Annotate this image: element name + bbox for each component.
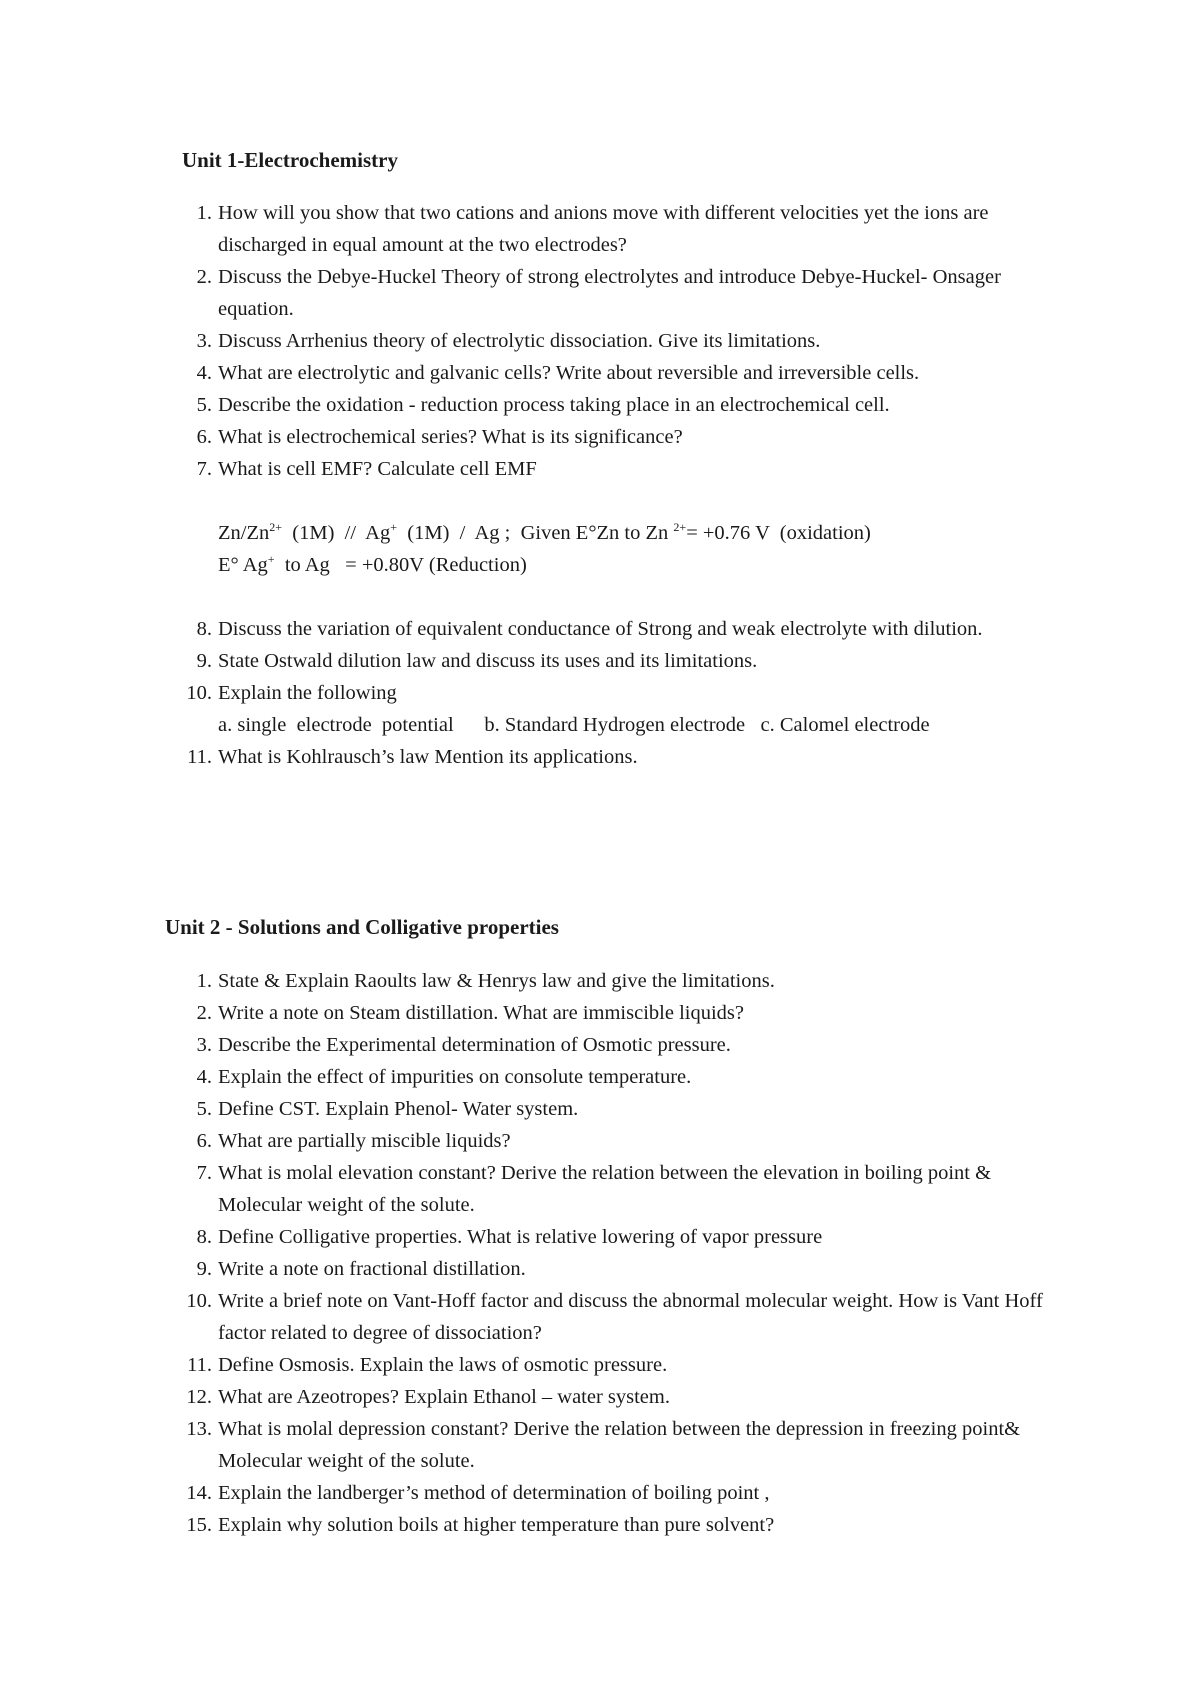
- list-item: 7. What is cell EMF? Calculate cell EMF $Zn/Zn^{2+}$ (1M) // Ag+ (1M) / Ag ; Given E°Zn to Zn $^{2+}$= +0.76 V (oxidation) E° Ag+ to Ag = +0.80V (Reduction): [218, 453, 1078, 581]
- list-item: 15. Explain why solution boils at higher temperature than pure solvent?: [186, 1514, 775, 1536]
- list-item: 4. What are electrolytic and galvanic cells? Write about reversible and irreversible cells.: [196, 362, 920, 384]
- list-item: 9. Write a note on fractional distillation.: [196, 1258, 526, 1280]
- list-item: 8. Define Colligative properties. What is relative lowering of vapor pressure: [196, 1226, 823, 1248]
- list-item: 14. Explain the landberger’s method of determination of boiling point ,: [186, 1482, 770, 1504]
- formula-line-2: E° Ag+ to Ag = +0.80V (Reduction): [218, 552, 527, 576]
- unit2-question-list: [186, 965, 1078, 1541]
- unit2-heading: Unit 2 - Solutions and Colligative properties: [165, 915, 559, 939]
- list-item: 8. Discuss the variation of equivalent conductance of Strong and weak electrolyte with dilution.: [196, 618, 983, 640]
- list-item: 3. Discuss Arrhenius theory of electrolytic dissociation. Give its limitations.: [196, 330, 821, 352]
- list-item: 2. Write a note on Steam distillation. What are immiscible liquids?: [196, 1002, 744, 1024]
- list-item: 5. Define CST. Explain Phenol- Water system.: [196, 1098, 579, 1120]
- list-item: 5. Describe the oxidation - reduction process taking place in an electrochemical cell.: [196, 394, 890, 416]
- formula-line-1: $Zn/Zn^{2+}$ (1M) // Ag+ (1M) / Ag ; Given E°Zn to Zn $^{2+}$= +0.76 V (oxidation): [218, 520, 871, 544]
- list-item: 6. What are partially miscible liquids?: [196, 1130, 511, 1152]
- list-item: 6. What is electrochemical series? What is its significance?: [196, 426, 683, 448]
- list-item: 1. State & Explain Raoults law & Henrys law and give the limitations.: [196, 970, 775, 992]
- list-item: 13. What is molal depression constant? Derive the relation between the depression in freezing point& Molecular weight of the solute.: [186, 1418, 1021, 1472]
- unit1-heading: Unit 1-Electrochemistry: [182, 148, 398, 172]
- list-item: 3. Describe the Experimental determination of Osmotic pressure.: [196, 1034, 731, 1056]
- list-item: 11. What is Kohlrausch’s law Mention its applications.: [187, 746, 638, 768]
- list-item: 4. Explain the effect of impurities on consolute temperature.: [196, 1066, 692, 1088]
- list-item: 9. State Ostwald dilution law and discuss its uses and its limitations.: [196, 650, 758, 672]
- list-item: 1. How will you show that two cations and anions move with different velocities yet the ions are discharged in equal amount at the two electrodes?: [196, 202, 989, 256]
- cell-emf-formula: [218, 517, 1078, 581]
- list-item: 12. What are Azeotropes? Explain Ethanol – water system.: [186, 1386, 670, 1408]
- list-item: 10. Write a brief note on Vant-Hoff factor and discuss the abnormal molecular weight. How is Vant Hoff factor related to degree of dissociation?: [186, 1290, 1043, 1344]
- list-item: 11. Define Osmosis. Explain the laws of osmotic pressure.: [187, 1354, 668, 1376]
- list-item: 10. Explain the following a. single electrode potential b. Standard Hydrogen electrode c. Calomel electrode: [218, 677, 1078, 741]
- unit1-question-list: [186, 197, 1078, 773]
- list-item: 2. Discuss the Debye-Huckel Theory of strong electrolytes and introduce Debye-Huckel- Onsager equation.: [196, 266, 1001, 320]
- q10-options: a. single electrode potential b. Standard Hydrogen electrode c. Calomel electrode: [218, 714, 930, 736]
- list-item: 7. What is molal elevation constant? Derive the relation between the elevation in boiling point & Molecular weight of the solute.: [196, 1162, 992, 1216]
